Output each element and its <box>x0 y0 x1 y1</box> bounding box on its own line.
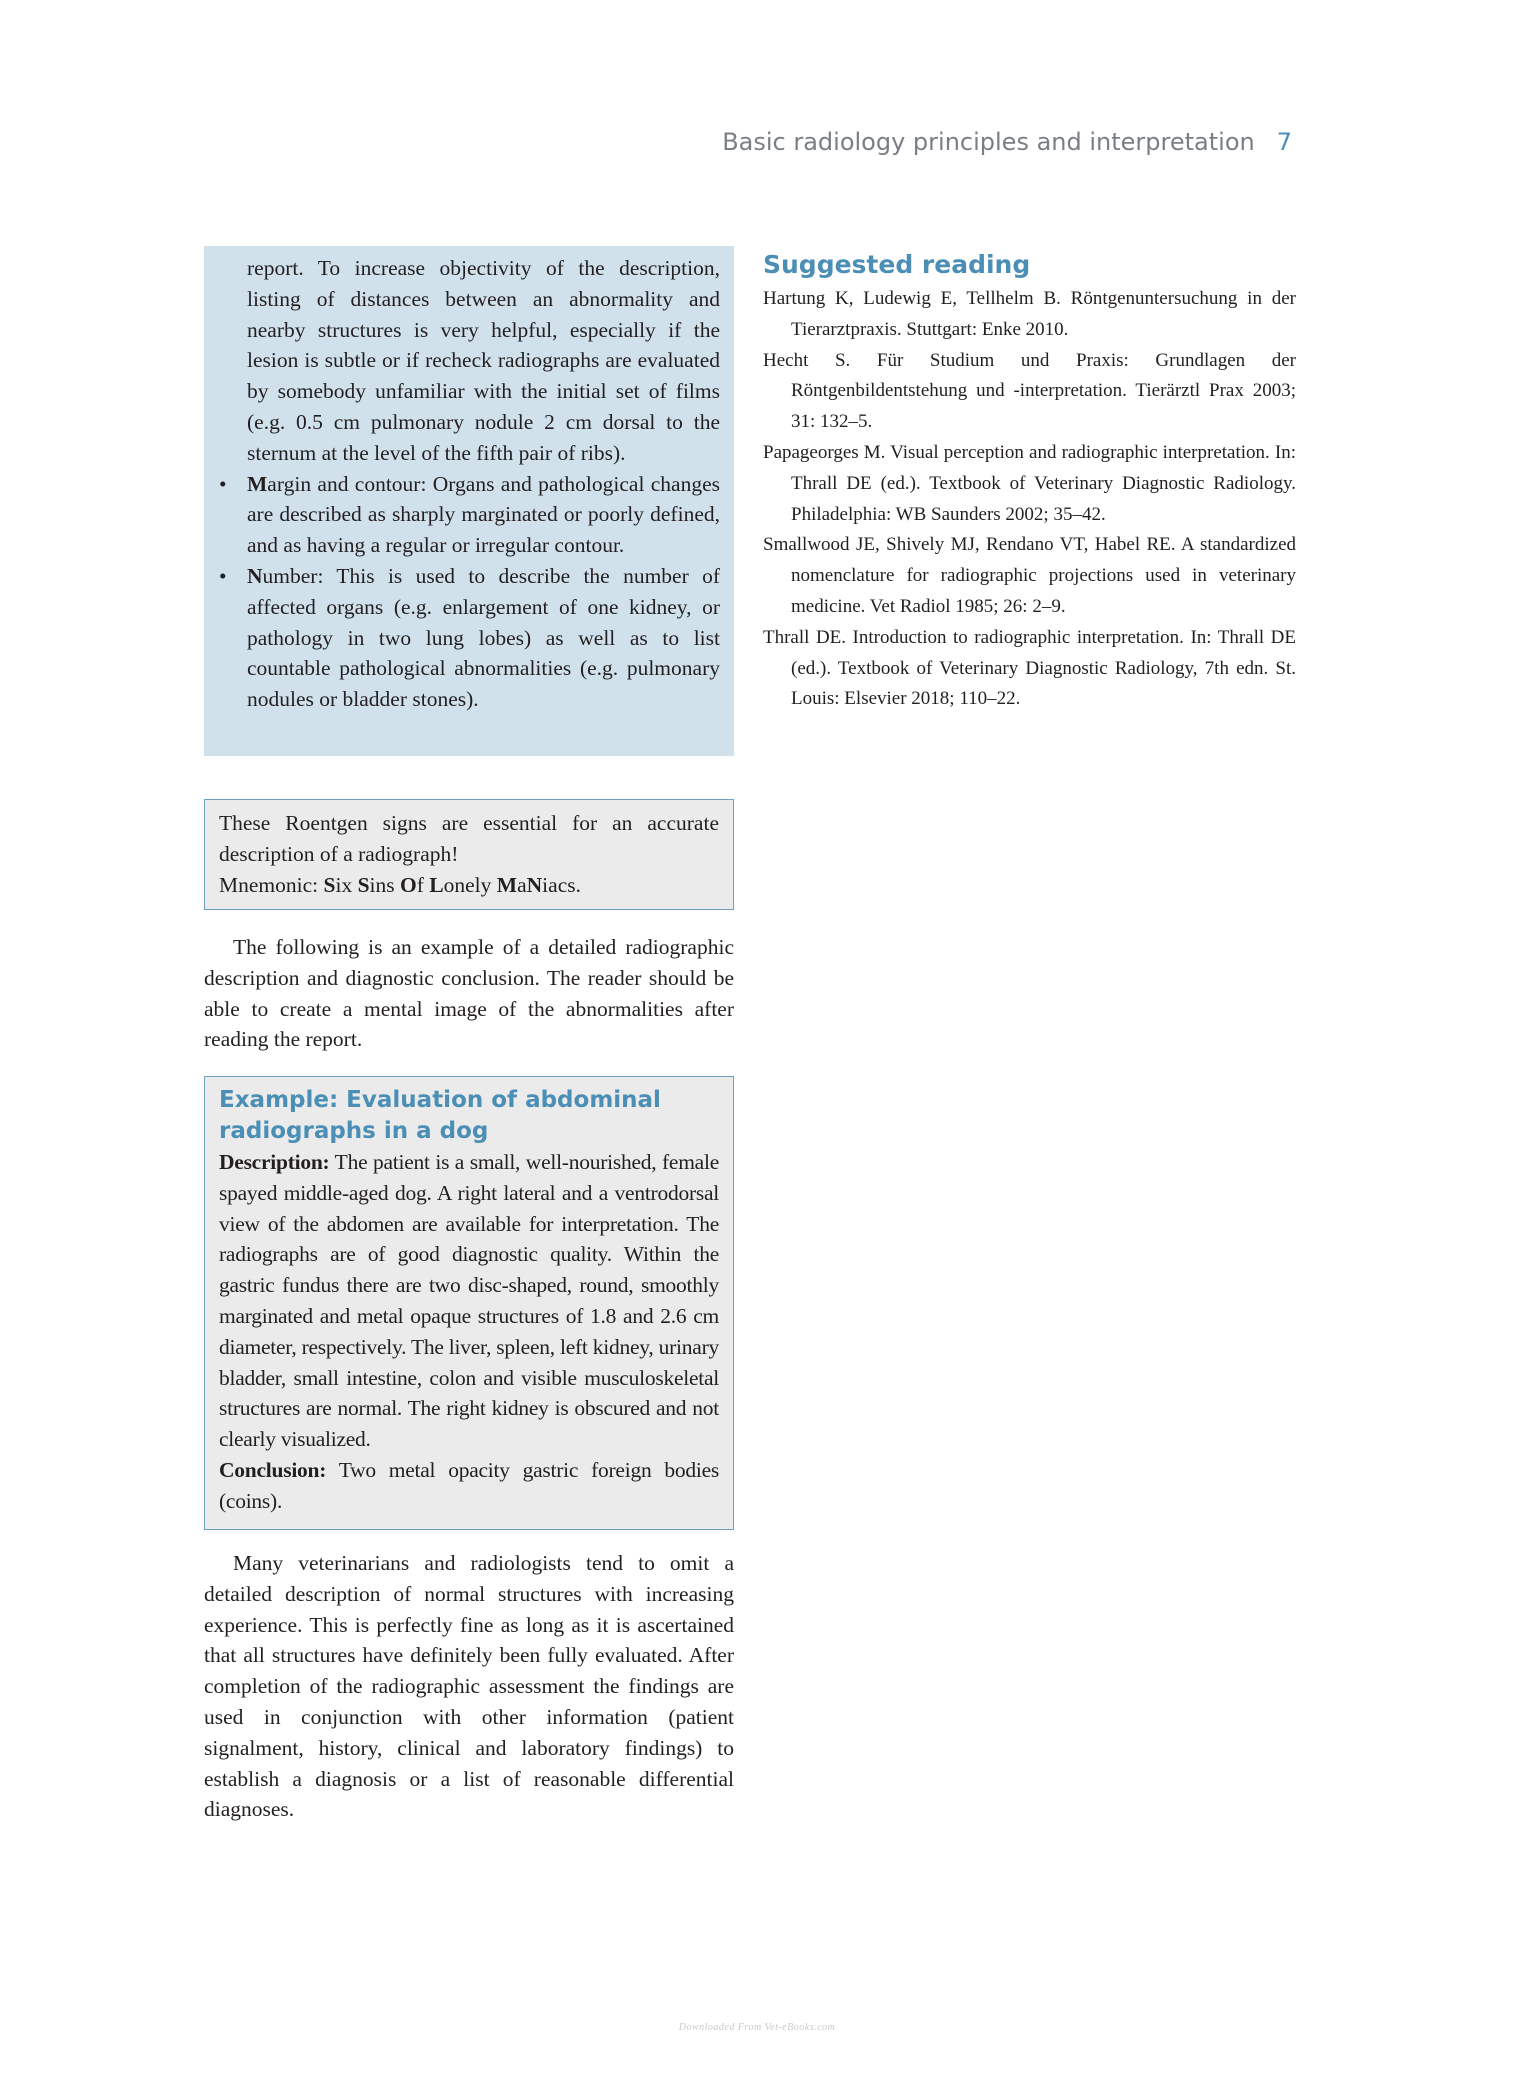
bullet-key-letter: N <box>247 563 263 588</box>
mnemonic-letter: O <box>400 872 417 897</box>
mnemonic-line <box>219 870 719 901</box>
mnemonic-word-rest: a <box>517 872 527 897</box>
conclusion-text: Two metal opacity gastric foreign bodies (coins). <box>219 1457 719 1513</box>
footer-watermark: Downloaded From Vet-eBooks.com <box>678 2022 836 2033</box>
list-item <box>219 469 720 561</box>
roentgen-signs-list <box>219 469 720 715</box>
paragraph-text: The following is an example of a detailed radiographic description and diagnostic conclusion. The reader should be able to create a mental image of the abnormalities after reading the report. <box>204 935 734 1052</box>
mnemonic-word-rest: onely <box>443 872 497 897</box>
mnemonic-letter: S <box>323 872 336 897</box>
suggested-reading-title: Suggested reading <box>763 250 1031 279</box>
mnemonic-letter: N <box>526 872 543 897</box>
mnemonic-letter: M <box>496 872 518 897</box>
bullet-text: umber: This is used to describe the number of affected organs (e.g. enlargement of one kidney, or pathology in two lung lobes) as well as to list countable pathological abnormalities (e.g. pulmonary nodules or bladder stones). <box>247 563 720 712</box>
body-paragraph <box>204 1548 734 1825</box>
reference-item: Thrall DE. Introduction to radiographic interpretation. In: Thrall DE (ed.). Textbook of Veterinary Diagnostic Radiology, 7th edn. St. Louis: Elsevier 2018; 110–22. <box>763 626 1296 710</box>
conclusion-label: Conclusion: <box>219 1457 327 1482</box>
note-text: These Roentgen signs are essential for an accurate description of a radiograph! <box>219 811 719 866</box>
reference-item: Papageorges M. Visual perception and radiographic interpretation. In: Thrall DE (ed.). Textbook of Veterinary Diagnostic Radiology. Philadelphia: WB Saunders 2002; 35–42. <box>763 441 1296 525</box>
bullet-icon: • <box>219 471 227 496</box>
roentgen-signs-box <box>204 246 734 756</box>
example-description <box>219 1147 719 1455</box>
mnemonic-word-rest: f <box>416 872 430 897</box>
example-title: Example: Evaluation of abdominal radiographs in a dog <box>219 1087 661 1144</box>
suggested-reading-section <box>763 250 1296 715</box>
list-item <box>219 561 720 715</box>
mnemonic-label: Mnemonic: <box>219 872 324 897</box>
description-label: Description: <box>219 1150 330 1174</box>
box-intro-text: report. To increase objectivity of the description, listing of distances between an abnormality and nearby structures is very helpful, especially if the lesion is subtle or if recheck radiographs are evaluated by somebody unfamiliar with the initial set of films (e.g. 0.5 cm pulmonary nodule 2 cm dorsal to the sternum at the level of the fifth pair of ribs). <box>247 256 720 465</box>
description-text: The patient is a small, well-nourished, female spayed middle-aged dog. A right lateral and a ventrodorsal view of the abdomen are available for interpretation. The radiographs are of good diagnostic quality. Within the gastric fundus there are two disc-shaped, round, smoothly marginated and metal opaque structures of 1.8 and 2.6 cm diameter, respectively. The liver, spleen, left kidney, urinary bladder, small intestine, colon and visible musculoskeletal structures are normal. The right kidney is obscured and not clearly visualized. <box>219 1150 719 1452</box>
reference-item: Hartung K, Ludewig E, Tellhelm B. Röntgenuntersuchung in der Tierarztpraxis. Stuttgart: Enke 2010. <box>763 288 1296 340</box>
mnemonic-note-box <box>204 799 734 910</box>
example-conclusion <box>219 1455 719 1517</box>
paragraph-text: Many veterinarians and radiologists tend to omit a detailed description of normal structures with increasing experience. This is perfectly fine as long as it is ascertained that all structures have definitely been fully evaluated. After completion of the radiographic assessment the findings are used in conjunction with other information (patient signalment, history, clinical and laboratory findings) to establish a diagnosis or a list of reasonable differential diagnoses. <box>204 1551 734 1822</box>
mnemonic-letter: L <box>429 872 444 897</box>
running-head <box>722 128 1292 156</box>
bullet-text: argin and contour: Organs and pathological changes are described as sharply marginated or poorly defined, and as having a regular or irregular contour. <box>247 471 720 558</box>
bullet-icon: • <box>219 563 227 588</box>
reference-item: Smallwood JE, Shively MJ, Rendano VT, Habel RE. A standardized nomenclature for radiographic projections used in veterinary medicine. Vet Radiol 1985; 26: 2–9. <box>763 534 1296 617</box>
example-box <box>204 1076 734 1530</box>
mnemonic-word-rest: ins <box>369 872 401 897</box>
bullet-key-letter: M <box>247 471 268 496</box>
mnemonic-letter: S <box>357 872 370 897</box>
mnemonic-word-rest: iacs. <box>542 872 581 897</box>
mnemonic-word-rest: ix <box>335 872 358 897</box>
running-title: Basic radiology principles and interpretation <box>722 128 1255 156</box>
page-number: 7 <box>1276 128 1292 156</box>
body-paragraph <box>204 932 734 1055</box>
reference-item: Hecht S. Für Studium und Praxis: Grundlagen der Röntgenbildentstehung und -interpretation. Tierärztl Prax 2003; 31: 132–5. <box>763 349 1296 433</box>
